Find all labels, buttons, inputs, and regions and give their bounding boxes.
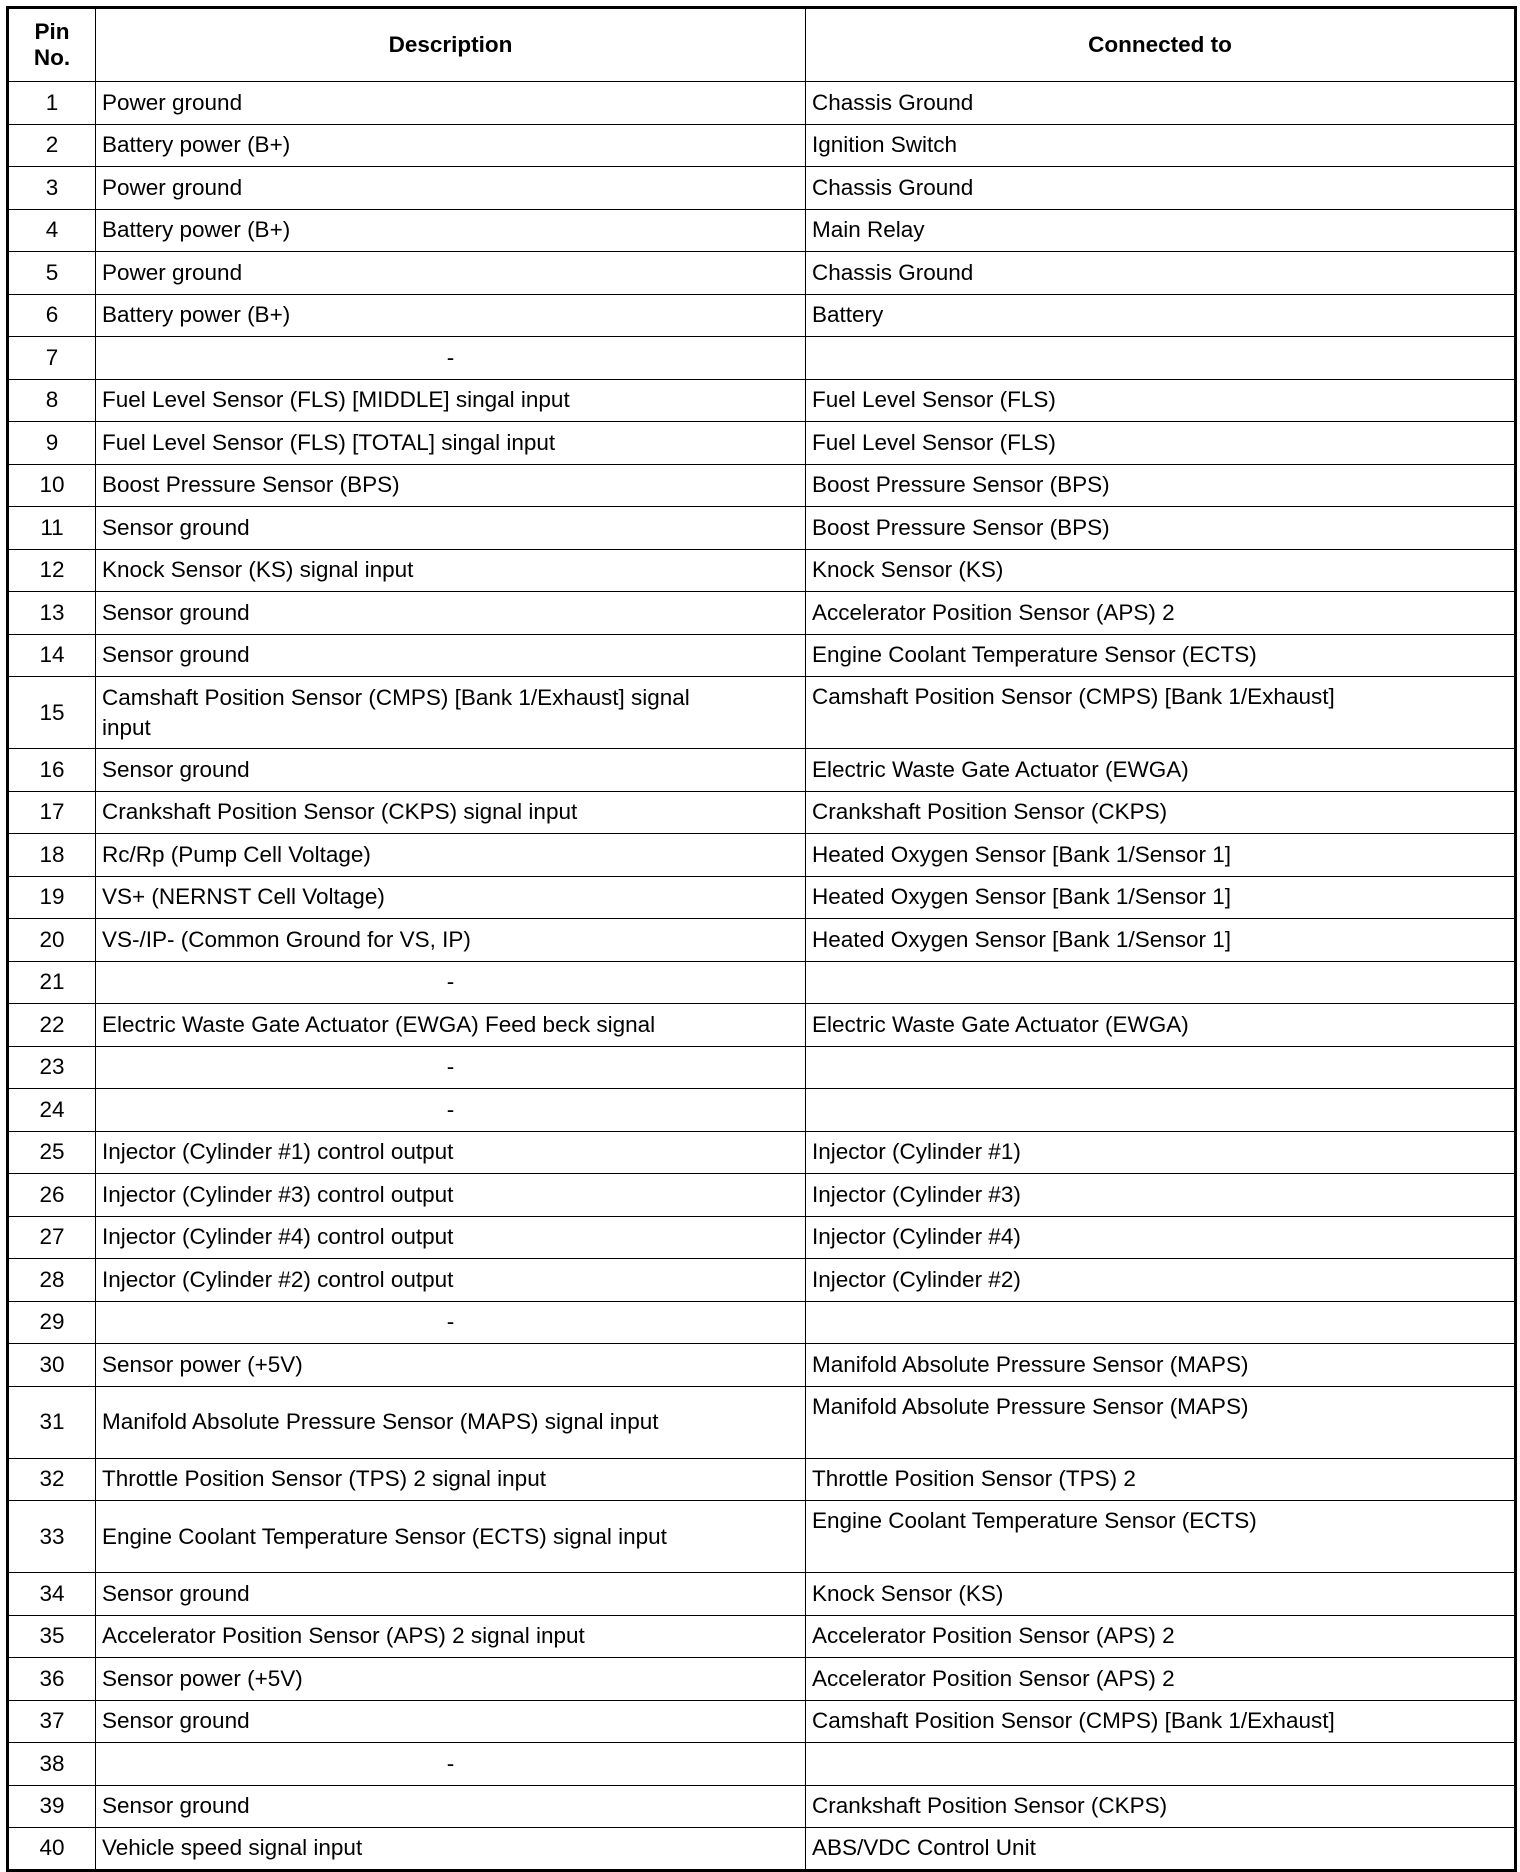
connected-to-cell xyxy=(806,1301,1516,1344)
table-row xyxy=(8,1004,1516,1047)
description-text: Battery power (B+) xyxy=(102,302,291,328)
connected-to-cell: Boost Pressure Sensor (BPS) xyxy=(806,464,1516,507)
pin-table xyxy=(6,6,1517,1872)
pin-number-cell: 12 xyxy=(8,549,96,592)
connected-to-cell: ABS/VDC Control Unit xyxy=(806,1828,1516,1871)
pin-number-cell: 22 xyxy=(8,1004,96,1047)
pin-number-cell: 26 xyxy=(8,1174,96,1217)
description-cell xyxy=(96,1743,806,1786)
pin-number-cell: 24 xyxy=(8,1089,96,1132)
description-cell xyxy=(96,1344,806,1387)
table-row xyxy=(8,379,1516,422)
description-cell xyxy=(96,1658,806,1701)
connected-to-cell: Electric Waste Gate Actuator (EWGA) xyxy=(806,1004,1516,1047)
pin-number-cell: 18 xyxy=(8,834,96,877)
header-description: Description xyxy=(96,8,806,82)
connected-to-cell: Chassis Ground xyxy=(806,82,1516,125)
description-text: Sensor ground xyxy=(102,1708,250,1734)
description-text: - xyxy=(446,344,455,370)
description-cell xyxy=(96,1458,806,1501)
description-text: Power ground xyxy=(102,89,243,115)
description-cell xyxy=(96,1216,806,1259)
header-row xyxy=(8,8,1516,82)
connected-to-cell: Engine Coolant Temperature Sensor (ECTS) xyxy=(806,634,1516,677)
pin-number-cell: 9 xyxy=(8,422,96,465)
connected-to-cell: Camshaft Position Sensor (CMPS) [Bank 1/Exhaust] xyxy=(806,677,1516,749)
connected-to-cell: Manifold Absolute Pressure Sensor (MAPS) xyxy=(806,1344,1516,1387)
description-text: Electric Waste Gate Actuator (EWGA) Feed beck signal xyxy=(102,1011,656,1037)
description-cell xyxy=(96,634,806,677)
table-row xyxy=(8,961,1516,1004)
description-text: Fuel Level Sensor (FLS) [TOTAL] singal input xyxy=(102,429,556,455)
description-cell xyxy=(96,592,806,635)
description-text: - xyxy=(446,1054,455,1080)
description-text: VS+ (NERNST Cell Voltage) xyxy=(102,884,385,910)
description-cell xyxy=(96,549,806,592)
pin-number-cell: 7 xyxy=(8,337,96,380)
pin-number-cell: 30 xyxy=(8,1344,96,1387)
pin-number-cell: 38 xyxy=(8,1743,96,1786)
pin-number-cell: 25 xyxy=(8,1131,96,1174)
connected-to-cell xyxy=(806,1046,1516,1089)
table-row xyxy=(8,1615,1516,1658)
description-cell xyxy=(96,1828,806,1871)
description-cell xyxy=(96,1131,806,1174)
header-connected-to: Connected to xyxy=(806,8,1516,82)
pin-number-cell: 20 xyxy=(8,919,96,962)
pin-number-cell: 36 xyxy=(8,1658,96,1701)
connected-to-cell: Injector (Cylinder #3) xyxy=(806,1174,1516,1217)
description-cell xyxy=(96,422,806,465)
pin-number-cell: 29 xyxy=(8,1301,96,1344)
description-cell xyxy=(96,1785,806,1828)
connected-to-cell: Injector (Cylinder #1) xyxy=(806,1131,1516,1174)
connected-to-cell: Boost Pressure Sensor (BPS) xyxy=(806,507,1516,550)
description-text: Sensor ground xyxy=(102,756,250,782)
pin-number-cell: 27 xyxy=(8,1216,96,1259)
pin-number-cell: 32 xyxy=(8,1458,96,1501)
pin-number-cell: 10 xyxy=(8,464,96,507)
table-row xyxy=(8,876,1516,919)
connected-to-cell: Heated Oxygen Sensor [Bank 1/Sensor 1] xyxy=(806,834,1516,877)
description-text: Rc/Rp (Pump Cell Voltage) xyxy=(102,841,371,867)
description-text: Sensor power (+5V) xyxy=(102,1351,303,1377)
table-row xyxy=(8,1089,1516,1132)
pin-number-cell: 1 xyxy=(8,82,96,125)
pin-number-cell: 11 xyxy=(8,507,96,550)
table-row xyxy=(8,82,1516,125)
table-row xyxy=(8,592,1516,635)
description-text: Battery power (B+) xyxy=(102,132,291,158)
table-row xyxy=(8,1046,1516,1089)
pin-number-cell: 23 xyxy=(8,1046,96,1089)
table-row xyxy=(8,834,1516,877)
description-cell xyxy=(96,464,806,507)
table-row xyxy=(8,549,1516,592)
table-row xyxy=(8,634,1516,677)
description-cell xyxy=(96,961,806,1004)
pin-number-cell: 34 xyxy=(8,1573,96,1616)
pin-number-cell: 37 xyxy=(8,1700,96,1743)
description-text: Engine Coolant Temperature Sensor (ECTS) signal input xyxy=(102,1523,667,1549)
description-cell xyxy=(96,1301,806,1344)
description-text: VS-/IP- (Common Ground for VS, IP) xyxy=(102,926,471,952)
connected-to-cell: Injector (Cylinder #2) xyxy=(806,1259,1516,1302)
table-row xyxy=(8,1458,1516,1501)
connected-to-cell: Knock Sensor (KS) xyxy=(806,549,1516,592)
connected-to-cell: Crankshaft Position Sensor (CKPS) xyxy=(806,791,1516,834)
table-row xyxy=(8,1386,1516,1458)
connected-to-cell: Battery xyxy=(806,294,1516,337)
table-row xyxy=(8,337,1516,380)
pin-number-cell: 2 xyxy=(8,124,96,167)
connected-to-cell xyxy=(806,1743,1516,1786)
description-text: Battery power (B+) xyxy=(102,217,291,243)
table-row xyxy=(8,294,1516,337)
description-cell xyxy=(96,1386,806,1458)
table-row xyxy=(8,1658,1516,1701)
table-body xyxy=(8,82,1516,1871)
connected-to-cell: Manifold Absolute Pressure Sensor (MAPS) xyxy=(806,1386,1516,1458)
pin-number-cell: 17 xyxy=(8,791,96,834)
pin-number-cell: 4 xyxy=(8,209,96,252)
description-text: Injector (Cylinder #3) control output xyxy=(102,1181,454,1207)
pin-number-cell: 14 xyxy=(8,634,96,677)
description-text: Sensor ground xyxy=(102,514,250,540)
description-cell xyxy=(96,337,806,380)
description-cell xyxy=(96,82,806,125)
description-cell xyxy=(96,791,806,834)
header-pin-no xyxy=(8,8,96,82)
description-cell xyxy=(96,677,806,749)
description-cell xyxy=(96,1615,806,1658)
description-cell xyxy=(96,919,806,962)
pin-number-cell: 3 xyxy=(8,167,96,210)
pin-number-cell: 8 xyxy=(8,379,96,422)
description-cell xyxy=(96,1004,806,1047)
pin-number-cell: 35 xyxy=(8,1615,96,1658)
description-cell xyxy=(96,1501,806,1573)
pin-number-cell: 21 xyxy=(8,961,96,1004)
connected-to-cell: Engine Coolant Temperature Sensor (ECTS) xyxy=(806,1501,1516,1573)
table-row xyxy=(8,209,1516,252)
description-cell xyxy=(96,252,806,295)
pin-number-cell: 28 xyxy=(8,1259,96,1302)
table-row xyxy=(8,1259,1516,1302)
description-cell xyxy=(96,294,806,337)
connected-to-cell xyxy=(806,337,1516,380)
connected-to-cell: Electric Waste Gate Actuator (EWGA) xyxy=(806,749,1516,792)
table-row xyxy=(8,252,1516,295)
connected-to-cell: Knock Sensor (KS) xyxy=(806,1573,1516,1616)
table-row xyxy=(8,919,1516,962)
description-text: Vehicle speed signal input xyxy=(102,1835,363,1861)
description-text: Sensor ground xyxy=(102,642,250,668)
table-row xyxy=(8,507,1516,550)
connected-to-cell: Chassis Ground xyxy=(806,167,1516,210)
connected-to-cell: Injector (Cylinder #4) xyxy=(806,1216,1516,1259)
description-cell xyxy=(96,1046,806,1089)
description-text: Fuel Level Sensor (FLS) [MIDDLE] singal input xyxy=(102,387,570,413)
pin-number-cell: 31 xyxy=(8,1386,96,1458)
description-cell xyxy=(96,379,806,422)
description-text: Sensor ground xyxy=(102,599,250,625)
description-text: Knock Sensor (KS) signal input xyxy=(102,557,414,583)
connected-to-cell: Chassis Ground xyxy=(806,252,1516,295)
connected-to-cell xyxy=(806,961,1516,1004)
table-row xyxy=(8,749,1516,792)
description-cell xyxy=(96,1089,806,1132)
table-row xyxy=(8,1344,1516,1387)
table-row xyxy=(8,124,1516,167)
description-text: Injector (Cylinder #1) control output xyxy=(102,1139,454,1165)
connected-to-cell: Crankshaft Position Sensor (CKPS) xyxy=(806,1785,1516,1828)
connected-to-cell xyxy=(806,1089,1516,1132)
description-text: Sensor power (+5V) xyxy=(102,1665,303,1691)
description-cell xyxy=(96,1573,806,1616)
description-text: Power ground xyxy=(102,174,243,200)
description-text: Sensor ground xyxy=(102,1793,250,1819)
description-text: Manifold Absolute Pressure Sensor (MAPS) signal input xyxy=(102,1409,659,1434)
table-row xyxy=(8,1501,1516,1573)
table-row xyxy=(8,464,1516,507)
connected-to-cell: Main Relay xyxy=(806,209,1516,252)
pin-number-cell: 39 xyxy=(8,1785,96,1828)
connected-to-cell: Fuel Level Sensor (FLS) xyxy=(806,379,1516,422)
connected-to-cell: Throttle Position Sensor (TPS) 2 xyxy=(806,1458,1516,1501)
table-row xyxy=(8,1785,1516,1828)
description-text: Boost Pressure Sensor (BPS) xyxy=(102,472,400,498)
description-text: Camshaft Position Sensor (CMPS) [Bank 1/Exhaust] signal input xyxy=(102,684,690,740)
table-row xyxy=(8,422,1516,465)
connected-to-cell: Heated Oxygen Sensor [Bank 1/Sensor 1] xyxy=(806,876,1516,919)
pin-number-cell: 19 xyxy=(8,876,96,919)
table-row xyxy=(8,1828,1516,1871)
pin-number-cell: 6 xyxy=(8,294,96,337)
connected-to-cell: Accelerator Position Sensor (APS) 2 xyxy=(806,1658,1516,1701)
description-text: - xyxy=(446,969,455,995)
connected-to-cell: Accelerator Position Sensor (APS) 2 xyxy=(806,1615,1516,1658)
pin-number-cell: 33 xyxy=(8,1501,96,1573)
table-row xyxy=(8,1131,1516,1174)
table-row xyxy=(8,1573,1516,1616)
table-row xyxy=(8,1700,1516,1743)
description-text: Crankshaft Position Sensor (CKPS) signal input xyxy=(102,799,578,825)
table-row xyxy=(8,677,1516,749)
description-cell xyxy=(96,209,806,252)
table-row xyxy=(8,167,1516,210)
description-cell xyxy=(96,1700,806,1743)
table-row xyxy=(8,791,1516,834)
description-text: Accelerator Position Sensor (APS) 2 signal input xyxy=(102,1623,585,1649)
description-cell xyxy=(96,124,806,167)
pin-number-cell: 15 xyxy=(8,677,96,749)
description-cell xyxy=(96,876,806,919)
description-text: Sensor ground xyxy=(102,1580,250,1606)
description-cell xyxy=(96,1174,806,1217)
description-cell xyxy=(96,1259,806,1302)
header-pin-label: Pin No. xyxy=(33,19,71,70)
description-text: Injector (Cylinder #4) control output xyxy=(102,1224,454,1250)
pin-number-cell: 5 xyxy=(8,252,96,295)
description-cell xyxy=(96,834,806,877)
pin-number-cell: 16 xyxy=(8,749,96,792)
pin-number-cell: 40 xyxy=(8,1828,96,1871)
connected-to-cell: Heated Oxygen Sensor [Bank 1/Sensor 1] xyxy=(806,919,1516,962)
pin-number-cell: 13 xyxy=(8,592,96,635)
table-row xyxy=(8,1216,1516,1259)
description-text: Throttle Position Sensor (TPS) 2 signal input xyxy=(102,1466,546,1492)
description-text: Power ground xyxy=(102,259,243,285)
description-cell xyxy=(96,167,806,210)
table-row xyxy=(8,1743,1516,1786)
connected-to-cell: Camshaft Position Sensor (CMPS) [Bank 1/Exhaust] xyxy=(806,1700,1516,1743)
connected-to-cell: Accelerator Position Sensor (APS) 2 xyxy=(806,592,1516,635)
description-text: Injector (Cylinder #2) control output xyxy=(102,1266,454,1292)
table-row xyxy=(8,1174,1516,1217)
description-cell xyxy=(96,507,806,550)
description-text: - xyxy=(446,1750,455,1776)
description-cell xyxy=(96,749,806,792)
description-text: - xyxy=(446,1096,455,1122)
connected-to-cell: Fuel Level Sensor (FLS) xyxy=(806,422,1516,465)
description-text: - xyxy=(446,1309,455,1335)
connected-to-cell: Ignition Switch xyxy=(806,124,1516,167)
table-row xyxy=(8,1301,1516,1344)
